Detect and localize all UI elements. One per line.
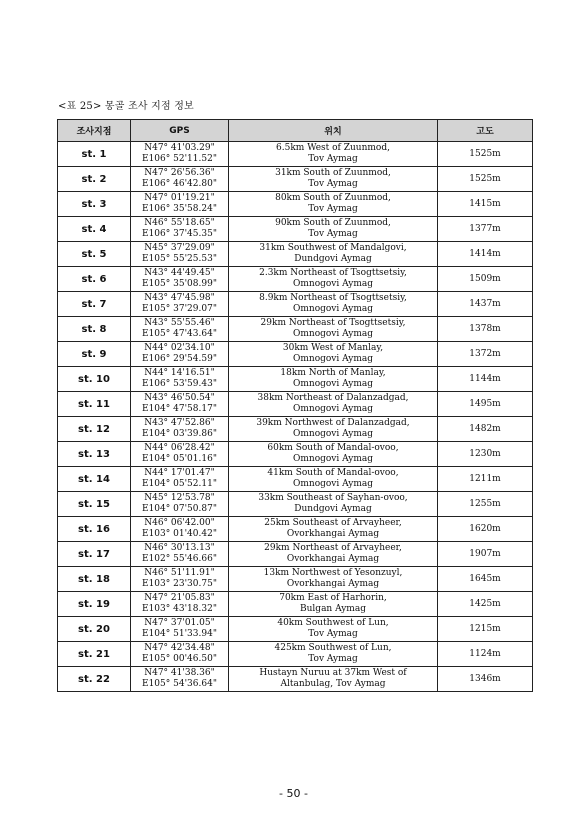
location-line-2: Tov Aymag: [308, 204, 358, 214]
altitude-cell: 1211m: [438, 467, 533, 492]
location-cell: [229, 342, 438, 367]
gps-latitude: N45° 37'29.09": [144, 243, 215, 253]
gps-latitude: N45° 12'53.78": [144, 493, 215, 503]
site-cell: st. 8: [58, 317, 131, 342]
altitude-cell: 1124m: [438, 642, 533, 667]
table-row: [58, 267, 533, 292]
table-caption: <표 25> 몽골 조사 지점 정보: [58, 101, 194, 112]
table-row: [58, 667, 533, 692]
site-cell: st. 3: [58, 192, 131, 217]
gps-longitude: E104° 47'58.17": [142, 404, 217, 414]
gps-latitude: N44° 14'16.51": [144, 368, 215, 378]
gps-cell: [131, 192, 229, 217]
site-cell: st. 12: [58, 417, 131, 442]
location-line-2: Omnogovi Aymag: [292, 379, 373, 389]
altitude-cell: 1525m: [438, 167, 533, 192]
location-cell: [229, 167, 438, 192]
location-line-2: Tov Aymag: [308, 154, 358, 164]
altitude-cell: 1215m: [438, 617, 533, 642]
gps-latitude: N47° 41'03.29": [144, 143, 215, 153]
altitude-cell: 1525m: [438, 142, 533, 167]
gps-latitude: N43° 55'55.46": [144, 318, 215, 328]
location-line-1: Hustayn Nuruu at 37km West of: [259, 668, 407, 678]
site-cell: st. 15: [58, 492, 131, 517]
altitude-cell: 1144m: [438, 367, 533, 392]
location-line-2: Tov Aymag: [308, 179, 358, 189]
gps-cell: [131, 592, 229, 617]
altitude-cell: 1378m: [438, 317, 533, 342]
gps-latitude: N46° 51'11.91": [144, 568, 215, 578]
gps-longitude: E106° 35'58.24": [142, 204, 217, 214]
gps-cell: [131, 467, 229, 492]
gps-cell: [131, 317, 229, 342]
gps-latitude: N47° 21'05.83": [144, 593, 215, 603]
gps-latitude: N44° 02'34.10": [144, 343, 215, 353]
location-cell: [229, 417, 438, 442]
gps-longitude: E104° 51'33.94": [142, 629, 217, 639]
location-line-1: 38km Northeast of Dalanzadgad,: [257, 393, 409, 403]
gps-cell: [131, 217, 229, 242]
gps-cell: [131, 167, 229, 192]
location-cell: [229, 217, 438, 242]
gps-cell: [131, 567, 229, 592]
gps-longitude: E105° 35'08.99": [142, 279, 217, 289]
gps-cell: [131, 417, 229, 442]
table-row: [58, 317, 533, 342]
altitude-cell: 1414m: [438, 242, 533, 267]
gps-latitude: N43° 47'52.86": [144, 418, 215, 428]
gps-longitude: E106° 37'45.35": [142, 229, 217, 239]
location-line-1: 30km West of Manlay,: [282, 343, 384, 353]
table-row: [58, 517, 533, 542]
gps-latitude: N43° 46'50.54": [144, 393, 215, 403]
gps-cell: [131, 617, 229, 642]
location-line-1: 40km Southwest of Lun,: [277, 618, 389, 628]
site-cell: st. 17: [58, 542, 131, 567]
table-header-row: [58, 120, 533, 142]
location-line-1: 6.5km West of Zuunmod,: [276, 143, 390, 153]
location-cell: [229, 242, 438, 267]
location-line-2: Tov Aymag: [308, 629, 358, 639]
gps-latitude: N47° 26'56.36": [144, 168, 215, 178]
location-line-2: Tov Aymag: [308, 229, 358, 239]
site-cell: st. 4: [58, 217, 131, 242]
gps-longitude: E104° 05'01.16": [142, 454, 217, 464]
table-row: [58, 417, 533, 442]
location-cell: [229, 667, 438, 692]
gps-cell: [131, 242, 229, 267]
gps-latitude: N46° 06'42.00": [144, 518, 215, 528]
table-row: [58, 492, 533, 517]
site-cell: st. 11: [58, 392, 131, 417]
location-cell: [229, 367, 438, 392]
location-line-1: 70km East of Harhorin,: [279, 593, 387, 603]
table-row: [58, 192, 533, 217]
location-line-1: 425km Southwest of Lun,: [274, 643, 392, 653]
location-cell: [229, 642, 438, 667]
gps-longitude: E104° 05'52.11": [142, 479, 217, 489]
gps-latitude: N46° 30'13.13": [144, 543, 215, 553]
location-line-2: Omnogovi Aymag: [292, 404, 373, 414]
location-line-2: Bulgan Aymag: [300, 604, 366, 614]
altitude-cell: 1482m: [438, 417, 533, 442]
location-line-1: 13km Northwest of Yesonzuyl,: [263, 568, 403, 578]
gps-longitude: E106° 29'54.59": [142, 354, 217, 364]
altitude-cell: 1907m: [438, 542, 533, 567]
site-cell: st. 2: [58, 167, 131, 192]
altitude-cell: 1415m: [438, 192, 533, 217]
gps-longitude: E103° 23'30.75": [142, 579, 217, 589]
gps-longitude: E106° 53'59.43": [142, 379, 217, 389]
location-line-2: Omnogovi Aymag: [292, 304, 373, 314]
location-cell: [229, 492, 438, 517]
gps-longitude: E105° 00'46.50": [142, 654, 217, 664]
altitude-cell: 1346m: [438, 667, 533, 692]
table-row: [58, 467, 533, 492]
table-row: [58, 542, 533, 567]
site-cell: st. 5: [58, 242, 131, 267]
table-row: [58, 142, 533, 167]
altitude-cell: 1437m: [438, 292, 533, 317]
gps-longitude: E105° 47'43.64": [142, 329, 217, 339]
site-cell: st. 14: [58, 467, 131, 492]
location-line-2: Ovorkhangai Aymag: [286, 579, 380, 589]
gps-longitude: E105° 54'36.64": [142, 679, 217, 689]
header-location: 위치: [229, 120, 438, 142]
gps-longitude: E104° 07'50.87": [142, 504, 217, 514]
location-line-2: Ovorkhangai Aymag: [286, 554, 380, 564]
table-row: [58, 367, 533, 392]
site-cell: st. 21: [58, 642, 131, 667]
gps-longitude: E105° 37'29.07": [142, 304, 217, 314]
gps-cell: [131, 342, 229, 367]
location-cell: [229, 292, 438, 317]
table-row: [58, 242, 533, 267]
location-line-1: 41km South of Mandal-ovoo,: [267, 468, 399, 478]
location-cell: [229, 517, 438, 542]
location-cell: [229, 392, 438, 417]
gps-longitude: E102° 55'46.66": [142, 554, 217, 564]
gps-cell: [131, 142, 229, 167]
table-row: [58, 217, 533, 242]
site-cell: st. 20: [58, 617, 131, 642]
gps-cell: [131, 542, 229, 567]
location-cell: [229, 317, 438, 342]
survey-site-table: [57, 119, 533, 692]
location-line-1: 31km South of Zuunmod,: [275, 168, 391, 178]
location-line-2: Omnogovi Aymag: [292, 279, 373, 289]
gps-longitude: E103° 43'18.32": [142, 604, 217, 614]
location-line-1: 60km South of Mandal-ovoo,: [267, 443, 399, 453]
site-cell: st. 13: [58, 442, 131, 467]
table-row: [58, 167, 533, 192]
page-number: - 50 -: [279, 787, 308, 800]
altitude-cell: 1645m: [438, 567, 533, 592]
location-line-2: Dundgovi Aymag: [294, 504, 372, 514]
location-line-1: 18km North of Manlay,: [280, 368, 386, 378]
location-line-1: 39km Northwest of Dalanzadgad,: [256, 418, 410, 428]
table-row: [58, 292, 533, 317]
location-line-2: Dundgovi Aymag: [294, 254, 372, 264]
table-row: [58, 442, 533, 467]
location-line-1: 31km Southwest of Mandalgovi,: [259, 243, 407, 253]
gps-longitude: E106° 52'11.52": [142, 154, 217, 164]
gps-longitude: E104° 03'39.86": [142, 429, 217, 439]
location-cell: [229, 142, 438, 167]
site-cell: st. 10: [58, 367, 131, 392]
location-line-1: 90km South of Zuunmod,: [275, 218, 391, 228]
altitude-cell: 1372m: [438, 342, 533, 367]
header-altitude: 고도: [438, 120, 533, 142]
gps-latitude: N43° 44'49.45": [144, 268, 215, 278]
location-line-2: Ovorkhangai Aymag: [286, 529, 380, 539]
gps-cell: [131, 292, 229, 317]
altitude-cell: 1377m: [438, 217, 533, 242]
altitude-cell: 1620m: [438, 517, 533, 542]
location-cell: [229, 467, 438, 492]
gps-latitude: N47° 41'38.36": [144, 668, 215, 678]
site-cell: st. 18: [58, 567, 131, 592]
gps-cell: [131, 492, 229, 517]
table-row: [58, 617, 533, 642]
location-line-2: Omnogovi Aymag: [292, 454, 373, 464]
location-line-2: Omnogovi Aymag: [292, 479, 373, 489]
site-cell: st. 9: [58, 342, 131, 367]
site-cell: st. 22: [58, 667, 131, 692]
gps-latitude: N47° 01'19.21": [144, 193, 215, 203]
gps-cell: [131, 667, 229, 692]
table-row: [58, 567, 533, 592]
gps-longitude: E103° 01'40.42": [142, 529, 217, 539]
altitude-cell: 1255m: [438, 492, 533, 517]
location-cell: [229, 267, 438, 292]
location-line-1: 25km Southeast of Arvayheer,: [264, 518, 402, 528]
altitude-cell: 1495m: [438, 392, 533, 417]
gps-cell: [131, 517, 229, 542]
site-cell: st. 6: [58, 267, 131, 292]
gps-cell: [131, 392, 229, 417]
location-line-1: 29km Northeast of Tsogttsetsiy,: [260, 318, 406, 328]
header-site: 조사지점: [58, 120, 131, 142]
site-cell: st. 7: [58, 292, 131, 317]
location-cell: [229, 542, 438, 567]
location-line-1: 33km Southeast of Sayhan-ovoo,: [258, 493, 408, 503]
location-cell: [229, 592, 438, 617]
location-line-1: 80km South of Zuunmod,: [275, 193, 391, 203]
gps-latitude: N47° 42'34.48": [144, 643, 215, 653]
altitude-cell: 1425m: [438, 592, 533, 617]
gps-latitude: N44° 17'01.47": [144, 468, 215, 478]
gps-longitude: E106° 46'42.80": [142, 179, 217, 189]
gps-latitude: N46° 55'18.65": [144, 218, 215, 228]
gps-latitude: N47° 37'01.05": [144, 618, 215, 628]
gps-cell: [131, 367, 229, 392]
table-row: [58, 342, 533, 367]
location-line-2: Altanbulag, Tov Aymag: [280, 679, 386, 689]
location-line-2: Omnogovi Aymag: [292, 329, 373, 339]
gps-cell: [131, 442, 229, 467]
table-row: [58, 592, 533, 617]
table-row: [58, 392, 533, 417]
altitude-cell: 1230m: [438, 442, 533, 467]
location-line-2: Omnogovi Aymag: [292, 354, 373, 364]
location-cell: [229, 617, 438, 642]
gps-longitude: E105° 55'25.53": [142, 254, 217, 264]
site-cell: st. 16: [58, 517, 131, 542]
location-cell: [229, 442, 438, 467]
location-line-1: 2.3km Northeast of Tsogttsetsiy,: [259, 268, 407, 278]
site-cell: st. 1: [58, 142, 131, 167]
gps-latitude: N43° 47'45.98": [144, 293, 215, 303]
location-line-1: 8.9km Northeast of Tsogttsetsiy,: [259, 293, 407, 303]
location-cell: [229, 192, 438, 217]
location-line-2: Tov Aymag: [308, 654, 358, 664]
table-row: [58, 642, 533, 667]
table-body: [58, 142, 533, 692]
site-cell: st. 19: [58, 592, 131, 617]
location-line-2: Omnogovi Aymag: [292, 429, 373, 439]
gps-cell: [131, 642, 229, 667]
gps-latitude: N44° 06'28.42": [144, 443, 215, 453]
location-cell: [229, 567, 438, 592]
altitude-cell: 1509m: [438, 267, 533, 292]
location-line-1: 29km Northeast of Arvayheer,: [264, 543, 402, 553]
header-gps: GPS: [131, 120, 229, 142]
gps-cell: [131, 267, 229, 292]
